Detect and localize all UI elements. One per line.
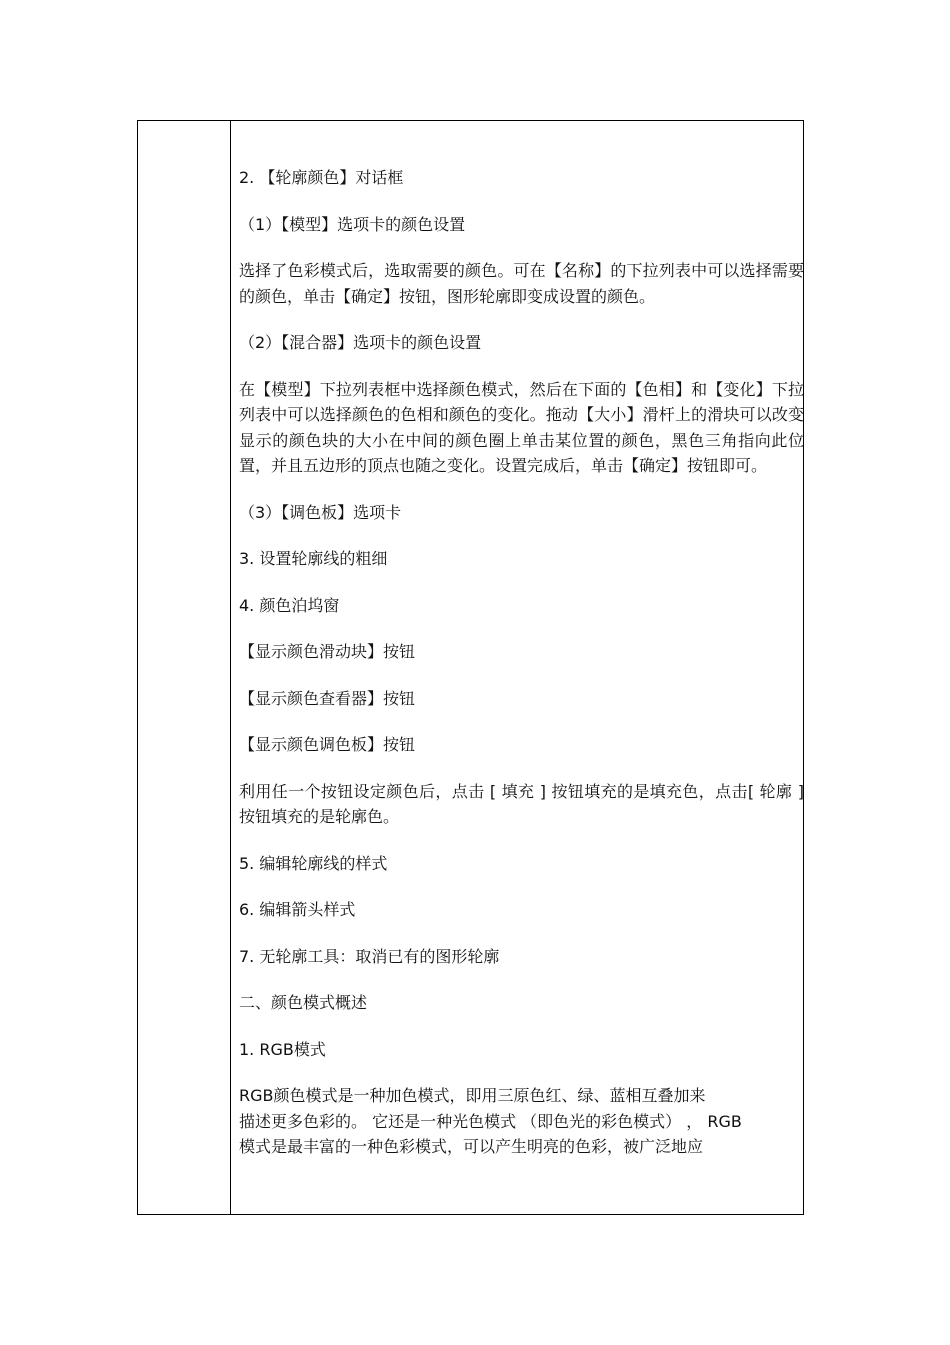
paragraph-mixer-tab: 在【模型】下拉列表框中选择颜色模式，然后在下面的【色相】和【变化】下拉列表中可以选择颜色的色相和颜色的变化。拖动【大小】滑杆上的滑块可以改变显示的颜色块的大小在中间的颜色圈上单击某位置的颜色，黑色三角指向此位置，并且五边形的顶点也随之变化。设置完成后，单击【确定】按钮即可。 [239, 379, 804, 475]
heading-arrow-style: 6. 编辑箭头样式 [239, 900, 356, 919]
item-show-color-palette: 【显示颜色调色板】按钮 [239, 735, 416, 754]
table-content-cell [239, 165, 804, 1160]
item-show-color-viewer: 【显示颜色查看器】按钮 [239, 688, 416, 708]
paragraph-model-tab: 选择了色彩模式后，选取需要的颜色。可在【名称】的下拉列表中可以选择需要的颜色，单击【确定】按钮，图形轮廓即变成设置的颜色。 [239, 261, 804, 306]
heading-no-outline-tool: 7. 无轮廓工具：取消已有的图形轮廓 [239, 946, 500, 966]
subheading-mixer-tab: （2）【混合器】选项卡的颜色设置 [239, 333, 482, 352]
heading-color-docker: 4. 颜色泊坞窗 [239, 595, 340, 615]
subheading-palette-tab: （3）【调色板】选项卡 [239, 502, 402, 522]
document-table [137, 120, 804, 1215]
heading-rgb-mode: 1. RGB模式 [239, 1039, 326, 1059]
rgb-line-1: RGB颜色模式是一种加色模式，即用三原色红、绿、蓝相互叠加来 [239, 1086, 706, 1105]
item-show-color-sliders: 【显示颜色滑动块】按钮 [239, 642, 416, 661]
paragraph-fill-outline: 利用任一个按钮设定颜色后，点击 [ 填充 ] 按钮填充的是填充色，点击[ 轮廓 ] 按钮填充的是轮廓色。 [239, 781, 804, 826]
section-heading-color-modes: 二、颜色模式概述 [239, 993, 368, 1012]
subheading-model-tab: （1）【模型】选项卡的颜色设置 [239, 214, 466, 234]
paragraph-rgb-mode [239, 1083, 804, 1160]
heading-outline-width: 3. 设置轮廓线的粗细 [239, 549, 388, 568]
heading-outline-color-dialog: 2. 【轮廓颜色】对话框 [239, 168, 404, 187]
rgb-line-2: 描述更多色彩的。 它还是一种光色模式 （即色光的彩色模式） ， RGB [239, 1111, 742, 1131]
rgb-line-3: 模式是最丰富的一种色彩模式，可以产生明亮的色彩，被广泛地应 [239, 1137, 704, 1156]
table-left-column [138, 121, 231, 1214]
heading-outline-style: 5. 编辑轮廓线的样式 [239, 853, 388, 873]
